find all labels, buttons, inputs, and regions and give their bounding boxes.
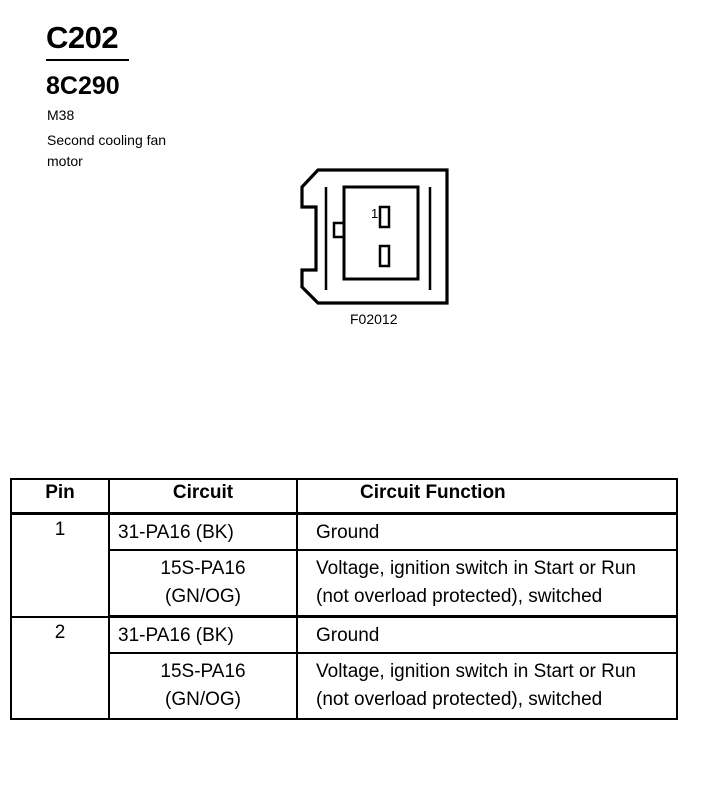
circuit-cell: 15S-PA16 (GN/OG) [109, 550, 297, 617]
table-row [11, 550, 677, 617]
pin-1-terminal [380, 207, 389, 227]
pin-2-terminal [380, 246, 389, 266]
table-row [11, 514, 677, 551]
connector-housing-outline [302, 170, 447, 303]
pinout-table [10, 478, 678, 720]
connector-face-diagram [292, 165, 452, 310]
function-cell: Ground [297, 514, 677, 551]
table-row [11, 617, 677, 654]
component-description: Second cooling fan motor [47, 132, 167, 169]
figure-code: F02012 [350, 311, 398, 327]
pin-1-label: 1 [371, 206, 379, 221]
header-circuit-function: Circuit Function [297, 479, 677, 514]
circuit-cell: 31-PA16 (BK) [109, 617, 297, 654]
pin-cell: 1 [11, 514, 109, 617]
table-row [11, 653, 677, 719]
header-pin: Pin [11, 479, 109, 514]
circuit-cell: 15S-PA16 (GN/OG) [109, 653, 297, 719]
part-number: 8C290 [46, 72, 120, 100]
connector-id-underline [46, 59, 129, 61]
header-circuit: Circuit [109, 479, 297, 514]
component-id: M38 [47, 107, 75, 123]
connector-id: C202 [46, 20, 119, 55]
table-header-row [11, 479, 677, 514]
function-cell: Voltage, ignition switch in Start or Run (not overload protected), switched [297, 653, 677, 719]
pin-cell: 2 [11, 617, 109, 720]
function-cell: Voltage, ignition switch in Start or Run (not overload protected), switched [297, 550, 677, 617]
circuit-cell: 31-PA16 (BK) [109, 514, 297, 551]
function-cell: Ground [297, 617, 677, 654]
